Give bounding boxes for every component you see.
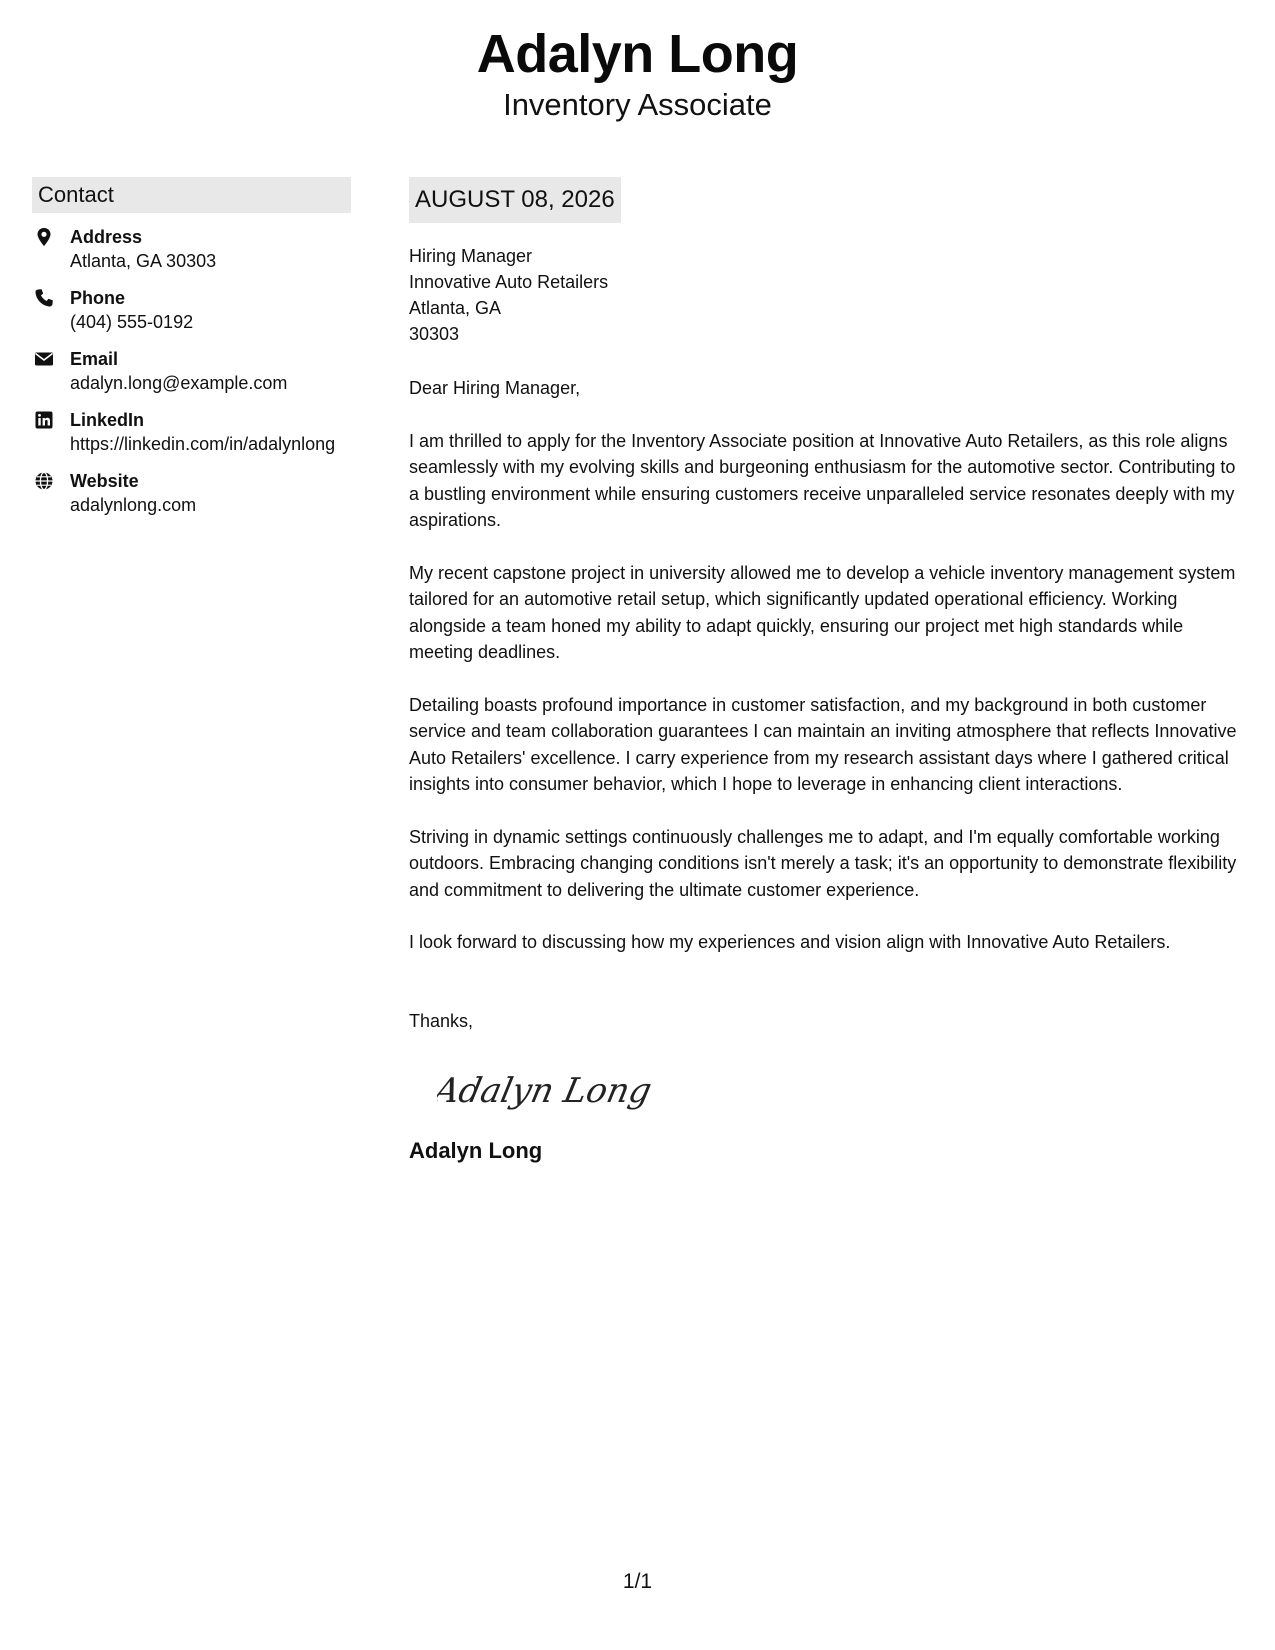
recipient-line: 30303 [409,324,460,344]
letter-paragraph: I am thrilled to apply for the Inventory Associate position at Innovative Auto Retailers, as this role aligns seamlessly with my evolving skills and burgeoning enthusiasm for the automotive sector. Contributing to a bustling environment while ensuring customers receive unparalleled service resonates deeply with my aspirations. [409,430,1236,530]
recipient-line: Hiring Manager [409,246,533,266]
letter-paragraph: Detailing boasts profound importance in customer satisfaction, and my background in both customer service and team collaboration guarantees I can maintain an inviting atmosphere that reflects Innovative Auto Retailers' excellence. I carry experience from my research assistant days where I gathered critical insights into consumer behavior, which I hope to leverage in enhancing client interactions. [409,694,1237,794]
recipient-line: Innovative Auto Retailers [409,272,609,292]
contact-heading: Contact [32,177,351,213]
contact-website [32,469,351,518]
recipient-block [409,243,1249,347]
contact-phone-value: (404) 555-0192 [70,312,194,332]
linkedin-icon [34,410,54,430]
contact-email-label: Email [70,349,119,369]
contact-phone-label: Phone [70,288,126,308]
contact-website-label: Website [70,471,139,491]
contact-address [32,225,351,274]
contact-email-value: adalyn.long@example.com [70,373,288,393]
closing: Thanks, [409,1010,474,1031]
letter-body [409,177,1249,1165]
letter-paragraph: I look forward to discussing how my experiences and vision align with Innovative Auto Retailers. [409,932,1171,952]
letter-header [0,22,1275,124]
letter-date: AUGUST 08, 2026 [409,177,621,223]
map-pin-icon [34,227,54,247]
recipient-line: Atlanta, GA [409,298,502,318]
letter-paragraph: My recent capstone project in university allowed me to develop a vehicle inventory management system tailored for an automotive retail setup, which significantly updated operational efficiency. Working alongside a team honed my ability to adapt quickly, ensuring our project met high standards while meeting deadlines. [409,562,1236,662]
applicant-name: Adalyn Long [476,24,799,84]
envelope-icon [34,349,54,369]
signature-text: Adalyn Long [437,1071,656,1111]
contact-linkedin-label: LinkedIn [70,410,145,430]
contact-email [32,347,351,396]
contact-phone [32,286,351,335]
contact-website-value[interactable]: adalynlong.com [70,495,197,515]
applicant-job-title: Inventory Associate [503,87,772,122]
signature-image [437,1062,657,1122]
globe-icon [34,471,54,491]
contact-linkedin [32,408,351,457]
contact-linkedin-value[interactable]: https://linkedin.com/in/adalynlong [70,434,336,454]
page-number: 1/1 [622,1570,653,1593]
salutation: Dear Hiring Manager, [409,378,581,398]
contact-address-value: Atlanta, GA 30303 [70,251,217,271]
handwritten-signature [437,1062,1249,1122]
signer-name: Adalyn Long [409,1138,543,1163]
contact-address-label: Address [70,227,143,247]
letter-paragraph: Striving in dynamic settings continuously challenges me to adapt, and I'm equally comfortable working outdoors. Embracing changing conditions isn't merely a task; it's an opportunity to demonstrate flexibility and commitment to delivering the ultimate customer experience. [409,826,1237,900]
contact-sidebar [32,177,351,518]
phone-icon [34,288,54,308]
